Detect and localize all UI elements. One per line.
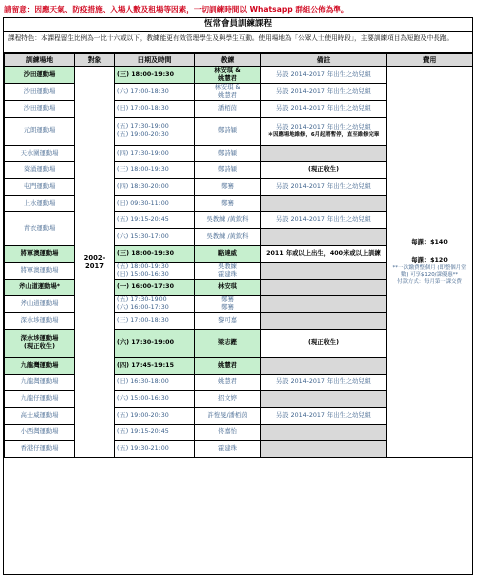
venue-cell: 上水運動場 <box>5 195 75 212</box>
venue-cell: 元朗運動場 <box>5 117 75 145</box>
note-cell <box>261 179 387 196</box>
time-cell: (日) 16:30-18:00 <box>115 374 195 391</box>
time-cell: (六) 17:30-19:00 <box>115 329 195 357</box>
time-cell: (六) 15:30-17:00 <box>115 229 195 246</box>
time-cell: (四) 17:45-19:15 <box>115 357 195 374</box>
coach-cell: 林安琪 & 姚慧君 <box>195 84 261 101</box>
venue-cell: 小西灣運動場 <box>5 424 75 441</box>
table-row <box>5 67 473 84</box>
time-cell: (三) 18:00-19:30 <box>115 162 195 179</box>
time-cell: (四) 18:30-20:00 <box>115 179 195 196</box>
note-text: 另設 2014-2017 年出生之幼兒組 <box>276 182 371 190</box>
note-cell <box>261 313 387 330</box>
note-text: (現正收生) <box>308 339 339 347</box>
time-cell: (五) 19:15-20:45 <box>115 424 195 441</box>
note-cell <box>261 424 387 441</box>
note-text: 另設 2014-2017 年出生之幼兒組 <box>276 378 371 386</box>
note-cell <box>261 391 387 408</box>
note-text: 另設 2014-2017 年出生之幼兒組 <box>276 411 371 419</box>
time-cell: (五) 19:00-20:30 <box>115 407 195 424</box>
venue-cell: 斧山道運動場* <box>5 279 75 296</box>
fee-discount: 每課：$120 <box>411 257 448 264</box>
time-cell: (日) 17:00-18:30 <box>115 101 195 118</box>
venue-cell: 屯門運動場 <box>5 179 75 196</box>
fee-monthly: 每課：$140 <box>411 239 448 246</box>
note-cell <box>261 296 387 313</box>
coach-cell: 鄭騫 <box>195 195 261 212</box>
coach-cell: 招文婷 <box>195 391 261 408</box>
notice-banner: 請留意：因應天氣、防疫措施、入場人數及租場等因素，一切訓練時間以 Whatsapp 群組公佈為準。 <box>4 5 349 14</box>
coach-cell: 吳教練 /黃欽科 <box>195 229 261 246</box>
venue-cell: 青衣運動場 <box>5 212 75 245</box>
note-cell <box>261 329 387 357</box>
coach-cell: 梁志鏗 <box>195 329 261 357</box>
time-cell: (三) 17:00-18:30 <box>115 313 195 330</box>
note-text: 另設 2014-2017 年出生之幼兒組 <box>276 88 371 95</box>
note-text: 另設 2014-2017 年出生之幼兒組 <box>276 123 371 131</box>
schedule-table <box>4 53 473 458</box>
note-cell <box>261 279 387 296</box>
coach-cell: 鄭騫 鄭騫 <box>195 296 261 313</box>
coach-cell: 黎可嘉 <box>195 313 261 330</box>
note-cell <box>261 374 387 391</box>
note-cell <box>261 245 387 262</box>
coach-cell: 姚慧君 <box>195 357 261 374</box>
coach-cell: 許愷旻/潘栢茵 <box>195 407 261 424</box>
fee-cell <box>387 67 473 458</box>
target-cell: 2002- 2017 <box>75 67 115 458</box>
coach-cell: 駱達威 <box>195 245 261 262</box>
venue-cell: 天水圍運動場 <box>5 145 75 162</box>
coach-cell: 林安琪 & 姚慧君 <box>195 67 261 84</box>
coach-cell: 佟嘉怡 <box>195 424 261 441</box>
coach-cell: 鄭詩穎 <box>195 145 261 162</box>
schedule-frame <box>3 17 473 575</box>
venue-cell: 深水埗運動場 (現正收生) <box>5 329 75 357</box>
note-cell <box>261 195 387 212</box>
time-cell: (五) 19:30-21:00 <box>115 441 195 458</box>
coach-cell: 吳教練 /黃欽科 <box>195 212 261 229</box>
note-cell <box>261 145 387 162</box>
coach-cell: 霍建珠 <box>195 441 261 458</box>
time-cell: (五) 17:30-1900 (六) 16:00-17:30 <box>115 296 195 313</box>
coach-cell: 鄭詩穎 <box>195 162 261 179</box>
course-description: 課程特色：本課程留生比例為一比十六或以下，教練能更有效管理學生及與學生互動。使用場地為「公眾人士使用時段」，主要訓練項目為短跑及中長跑。 <box>4 32 472 53</box>
note-extra: ＊因應場地維修，6月起將暫停，直至維修完畢 <box>267 131 380 138</box>
header-fee: 費用 <box>387 54 473 67</box>
venue-cell: 沙田運動場 <box>5 84 75 101</box>
venue-cell: 九龍灣運動場 <box>5 374 75 391</box>
coach-cell: 吳教練 霍建珠 <box>195 262 261 279</box>
venue-cell: 將軍澳運動場 <box>5 262 75 279</box>
note-text: 2011 年或以上出生，400米或以上訓練 <box>266 249 381 257</box>
time-cell: (五) 17:30-19:00 (五) 19:00-20:30 <box>115 117 195 145</box>
coach-cell: 林安琪 <box>195 279 261 296</box>
note-cell <box>261 407 387 424</box>
header-coach: 教練 <box>195 54 261 67</box>
time-cell: (三) 18:00-19:30 <box>115 245 195 262</box>
header-target: 對象 <box>75 54 115 67</box>
time-cell: (日) 09:30-11:00 <box>115 195 195 212</box>
venue-cell: 深水埗運動場 <box>5 313 75 330</box>
time-cell: (一) 16:00-17:30 <box>115 279 195 296</box>
note-cell <box>261 67 387 84</box>
venue-cell: 將軍澳運動場 <box>5 245 75 262</box>
venue-cell: 沙田運動場 <box>5 101 75 118</box>
note-text: (現正收生) <box>308 166 339 174</box>
venue-cell: 沙田運動場 <box>5 67 75 84</box>
venue-cell: 九龍仔運動場 <box>5 391 75 408</box>
venue-cell: 高士威運動場 <box>5 407 75 424</box>
note-cell <box>261 441 387 458</box>
fee-payment: 付款方式：每月第一課交費 <box>397 279 462 285</box>
coach-cell: 鄭詩穎 <box>195 117 261 145</box>
time-cell: (三) 18:00-19:30 <box>115 67 195 84</box>
venue-cell: 葵涌運動場 <box>5 162 75 179</box>
fee-discount-note: **一次繳費整個月 (即整個月堂數) 可享$120/課優惠** <box>392 265 467 278</box>
note-cell <box>261 101 387 118</box>
coach-cell: 潘栢茵 <box>195 101 261 118</box>
note-cell <box>261 262 387 279</box>
note-cell <box>261 84 387 101</box>
page-title: 恆常會員訓練課程 <box>4 18 472 32</box>
header-time: 日期及時間 <box>115 54 195 67</box>
time-cell: (五) 18:00-19:30 (日) 15:00-16:30 <box>115 262 195 279</box>
coach-cell: 鄭騫 <box>195 179 261 196</box>
venue-cell: 斧山道運動場 <box>5 296 75 313</box>
venue-cell: 香港仔運動場 <box>5 441 75 458</box>
venue-cell: 九龍灣運動場 <box>5 357 75 374</box>
coach-cell: 姚慧君 <box>195 374 261 391</box>
header-note: 備註 <box>261 54 387 67</box>
note-cell <box>261 162 387 179</box>
note-text: 另設 2014-2017 年出生之幼兒組 <box>276 104 371 112</box>
time-cell: (六) 15:00-16:30 <box>115 391 195 408</box>
header-venue: 訓練場地 <box>5 54 75 67</box>
time-cell: (六) 17:00-18:30 <box>115 84 195 101</box>
note-cell <box>261 229 387 246</box>
note-cell <box>261 117 387 145</box>
time-cell: (四) 17:30-19:00 <box>115 145 195 162</box>
note-cell <box>261 212 387 229</box>
note-text: 另設 2014-2017 年出生之幼兒組 <box>276 71 371 78</box>
note-text: 另設 2014-2017 年出生之幼兒組 <box>276 216 371 224</box>
time-cell: (五) 19:15-20:45 <box>115 212 195 229</box>
note-cell <box>261 357 387 374</box>
